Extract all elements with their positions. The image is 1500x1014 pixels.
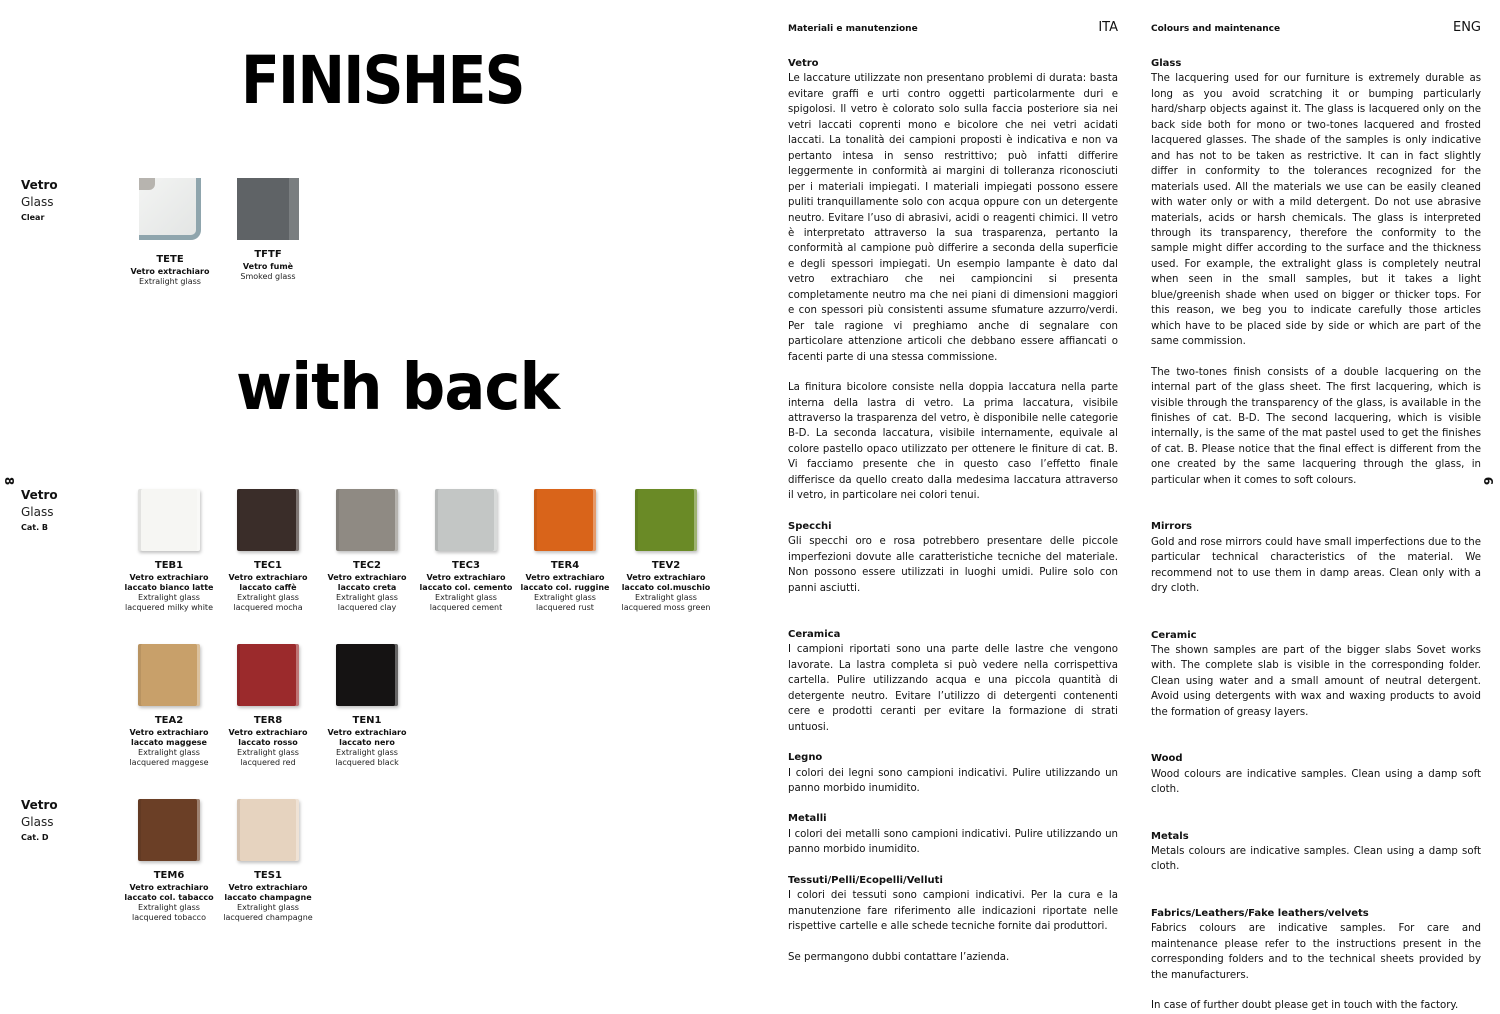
swatch-name-en: Extralight glass lacquered tobacco (132, 903, 206, 922)
swatch-name-en: Extralight glass lacquered clay (336, 593, 398, 612)
swatch-teb1 (119, 489, 219, 613)
section-title-ceramic: Ceramic (1151, 629, 1197, 641)
swatch-color (534, 489, 596, 551)
section-title-metals: Metals (1151, 830, 1189, 842)
swatch-name-it: Vetro fumè (242, 262, 294, 271)
swatch-color (237, 799, 299, 861)
swatch-code: TER8 (253, 715, 283, 726)
swatch-name-en: Smoked glass (240, 272, 296, 281)
swatch-name-it: Vetro extrachiaro laccato maggese (129, 728, 209, 747)
swatch-name-en: Extralight glass lacquered moss green (621, 593, 711, 612)
column-header-title: Colours and maintenance (1151, 24, 1281, 34)
swatch-ter8 (218, 644, 318, 768)
section-title-with-back: with back (236, 351, 559, 425)
swatch-name-it: Vetro extrachiaro laccato champagne (224, 883, 312, 902)
section-title-ceramica: Ceramica (788, 628, 841, 640)
clear-glass-corner-image (139, 178, 201, 240)
category-line3: Cat. B (21, 523, 49, 532)
swatch-code: TEN1 (352, 715, 382, 726)
category-label-cat-d (21, 796, 101, 845)
swatch-color (635, 489, 697, 551)
swatch-code: TEC1 (254, 560, 282, 571)
closing-note: Se permangono dubbi contattare l’azienda. (788, 951, 1010, 963)
swatch-code: TEV2 (651, 560, 681, 571)
swatch-name-it: Vetro extrachiaro laccato col. ruggine (520, 573, 610, 592)
paragraph-specchi: Gli specchi oro e rosa potrebbero presentare delle piccole imperfezioni dovute alle caratteristiche tecniche del materiale. Non possono essere utilizzati in luoghi umidi. Pulire solo con panni asciutti. (788, 536, 1118, 594)
swatch-color (138, 489, 200, 551)
swatch-name-en: Extralight glass lacquered rust (534, 593, 596, 612)
column-header-title: Materiali e manutenzione (788, 24, 918, 34)
section-title-vetro: Vetro (788, 58, 819, 69)
section-title-tessuti: Tessuti/Pelli/Ecopelli/Velluti (788, 874, 943, 886)
section-title-mirrors: Mirrors (1151, 521, 1192, 533)
paragraph-metals: Metals colours are indicative samples. Clean using a damp soft cloth. (1151, 846, 1481, 873)
category-line3: Cat. D (21, 833, 49, 842)
swatch-tete (120, 178, 220, 287)
column-header (788, 20, 1118, 56)
paragraph-glass-2: The two-tones finish consists of a double lacquering on the internal part of the glass sheet. The first lacquering, which is visible through the transparency of the glass, is available in the finishes of cat. B-D. The second lacquering, which is visible internally, is the same of the mat pastel used to get the finishes of cat. B. Please notice that the final effect is different from the one created by the same lacquering through the glass, in particular when it comes to soft colours. (1151, 366, 1481, 486)
english-column (1151, 20, 1481, 1014)
swatch-name-it: Vetro extrachiaro laccato col. tabacco (124, 883, 214, 902)
swatch-ter4 (515, 489, 615, 613)
category-label-cat-b (21, 486, 101, 535)
swatch-code: TEA2 (154, 715, 184, 726)
swatch-tea2 (119, 644, 219, 768)
paragraph-fabrics: Fabrics colours are indicative samples. For care and maintenance please refer to the instructions present in the corresponding folders and to the technical sheets provided by the manufacturers. (1151, 923, 1481, 981)
swatch-tev2 (614, 489, 718, 613)
category-line1: Vetro (21, 488, 58, 502)
swatch-name-en: Extralight glass lacquered champagne (223, 903, 313, 922)
category-line3: Clear (21, 213, 45, 222)
section-title-metalli: Metalli (788, 813, 827, 825)
swatch-code: TEB1 (154, 560, 184, 571)
section-title-legno: Legno (788, 752, 823, 764)
swatch-tec3 (416, 489, 516, 613)
swatch-code: TES1 (254, 870, 282, 881)
category-line2: Glass (21, 505, 54, 519)
swatch-tftf (218, 178, 318, 282)
swatch-name-en: Extralight glass (139, 277, 201, 286)
closing-note: In case of further doubt please get in touch with the factory. (1151, 1000, 1459, 1012)
swatch-name-en: Extralight glass lacquered cement (429, 593, 503, 612)
swatch-name-it: Vetro extrachiaro laccato caffè (228, 573, 308, 592)
section-title-specchi: Specchi (788, 520, 832, 532)
swatch-name-it: Vetro extrachiaro laccato nero (327, 728, 407, 747)
smoked-glass-corner-image (237, 178, 299, 240)
page-number-right: 9 (1482, 476, 1497, 486)
paragraph-vetro-2: La finitura bicolore consiste nella doppia laccatura nella parte interna della lastra di vetro. La prima laccatura, visibile attraverso la trasparenza del vetro, è disponibile nelle categorie B-D. La seconda laccatura, visibile internamente, equivale al colore pastello opaco utilizzato per ottenere le finiture di cat. B. Vi facciamo presente che in questo caso l’effetto finale differisce da quello creato dalla medesima laccatura attraverso il vetro, in particolare nei colori tenui. (788, 382, 1118, 502)
swatch-name-en: Extralight glass lacquered maggese (129, 748, 209, 767)
paragraph-ceramic: The shown samples are part of the bigger slabs Sovet works with. The complete slab is visible in the corresponding folder. Clean using water and a small amount of neutral detergent. Avoid using detergents with wax and waxing products to avoid the formation of greasy layers. (1151, 644, 1481, 718)
swatch-code: TEM6 (153, 870, 185, 881)
section-title-wood: Wood (1151, 753, 1183, 765)
swatch-color (237, 644, 299, 706)
swatch-name-it: Vetro extrachiaro laccato rosso (228, 728, 308, 747)
column-header (1151, 20, 1481, 56)
paragraph-vetro-1: Le laccature utilizzate non presentano problemi di durata: basta evitare graffi e urti contro oggetti particolarmente duri e spigolosi. Il vetro è colorato solo sulla faccia posteriore sia nei vetri laccati coprenti mono e bicolore che nei vetri acidati laccati. La tonalità dei campioni proposti è indicativa e non va pertanto intesa in senso restrittivo; può infatti differire leggermente in conformità ai margini di tolleranza riconosciuti per i materiali impiegati. I materiali impiegati possono essere puliti tranquillamente solo con acqua oppure con un detergente neutro. Evitare l’uso di abrasivi, acidi o reagenti chimici. Il vetro è interpretato attraverso la sua trasparenza, pertanto la conformità al campione può differire a seconda della superficie e degli spessori impiegati. Un esempio lampante è dato dal vetro extrachiaro che nei campioncini si presenta completamente neutro ma che nei piani di dimensioni maggiori e con spessori più consistenti assume sfumature azzurro/verdi. Per tale ragione vi preghiamo anche di segnalare con particolare attenzione articoli che debbano essere affiancati o facenti parte di una stessa commissione. (788, 73, 1118, 363)
category-line2: Glass (21, 815, 54, 829)
swatch-name-it: Vetro extrachiaro laccato bianco latte (124, 573, 214, 592)
paragraph-ceramica: I campioni riportati sono una parte delle lastre che vengono lavorate. La lastra completa si può vedere nella corrispettiva cartella. Pulire utilizzando acqua e una piccola quantità di detergente neutro. Evitare l’utilizzo di detergenti contenenti cere e prodotti ceranti per evitare la formazione di strati untuosi. (788, 644, 1118, 733)
swatch-code: TFTF (254, 249, 282, 260)
swatch-tec2 (317, 489, 417, 613)
swatch-ten1 (317, 644, 417, 768)
language-label: ENG (1452, 20, 1481, 35)
language-label: ITA (1098, 20, 1118, 35)
swatch-tes1 (218, 799, 318, 923)
paragraph-wood: Wood colours are indicative samples. Clean using a damp soft cloth. (1151, 768, 1481, 796)
swatch-name-it: Vetro extrachiaro laccato col. cemento (419, 573, 513, 592)
page-number-left: 8 (2, 476, 17, 486)
page-title: FINISHES (241, 42, 524, 119)
glass-edge (289, 178, 299, 240)
swatch-color (138, 644, 200, 706)
swatch-color (435, 489, 497, 551)
swatch-code: TETE (156, 254, 184, 265)
swatch-name-en: Extralight glass lacquered milky white (124, 593, 213, 612)
paragraph-mirrors: Gold and rose mirrors could have small imperfections due to the particular technical characteristics of the material. We recommend not to use them in damp areas. Clean only with a dry cloth. (1151, 536, 1481, 595)
swatch-name-en: Extralight glass lacquered black (335, 748, 399, 767)
swatch-code: TEC2 (353, 560, 381, 571)
swatch-code: TEC3 (452, 560, 480, 571)
section-title-fabrics: Fabrics/Leathers/Fake leathers/velvets (1151, 907, 1369, 919)
swatch-name-it: Vetro extrachiaro (130, 267, 210, 276)
swatch-color (336, 489, 398, 551)
section-title-glass: Glass (1151, 58, 1182, 69)
swatch-name-en: Extralight glass lacquered red (237, 748, 299, 767)
category-line1: Vetro (21, 798, 58, 812)
swatch-tem6 (119, 799, 219, 923)
category-label-clear (21, 176, 101, 225)
swatch-tec1 (218, 489, 318, 613)
swatch-color (237, 489, 299, 551)
italian-column (788, 20, 1118, 965)
swatch-color (138, 799, 200, 861)
paragraph-glass-1: The lacquering used for our furniture is extremely durable as long as you avoid scratching it or bumping particularly hard/sharp objects against it. The glass is lacquered only on the back side both for mono or two-tones lacquered and frosted lacquered glasses. The shade of the samples is only indicative and has not to be taken as restrictive. It can in fact slightly differ in conformity to the tolerances recognized for the materials used. All the materials we use can be easily cleaned with water only or with a mild detergent. Do not use abrasive materials, acids or harsh chemicals. The glass is interpreted through its transparency, therefore the conformity to the sample might differ according to the surface and the thickness used. For example, the extralight glass is completely neutral when seen in the small samples, but it takes a light blue/greenish shade when used on bigger or thicker tops. For this reason, we beg you to indicate carefully those articles which have to be placed side by side or which are part of the same commission. (1151, 73, 1481, 348)
paragraph-legno: I colori dei legni sono campioni indicativi. Pulire utilizzando un panno morbido inumidito. (788, 767, 1118, 795)
swatch-name-it: Vetro extrachiaro laccato col.muschio (621, 573, 711, 592)
paragraph-metalli: I colori dei metalli sono campioni indicativi. Pulire utilizzando un panno morbido inumidito. (788, 828, 1118, 856)
swatch-name-en: Extralight glass lacquered mocha (233, 593, 303, 612)
swatch-name-it: Vetro extrachiaro laccato creta (327, 573, 407, 592)
table-leg-detail (139, 178, 155, 190)
swatch-color (336, 644, 398, 706)
paragraph-tessuti: I colori dei tessuti sono campioni indicativi. Per la cura e la manutenzione fare riferimento alle indicazioni riportate nelle rispettive cartelle e alle schede tecniche fornite dai produttori. (788, 890, 1118, 933)
swatch-code: TER4 (550, 560, 580, 571)
category-line1: Vetro (21, 178, 58, 192)
category-line2: Glass (21, 195, 54, 209)
